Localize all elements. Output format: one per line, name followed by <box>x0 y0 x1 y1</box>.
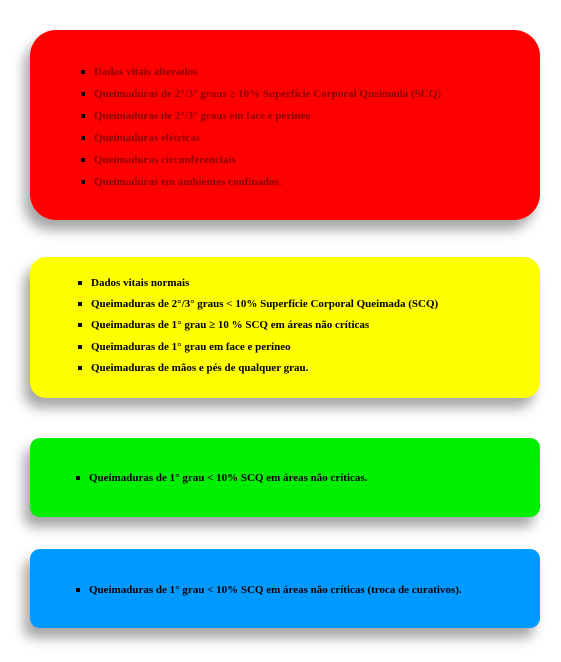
list-item: Dados vitais alterados <box>94 66 540 79</box>
red-priority-box <box>30 30 540 220</box>
list-item: Queimaduras de 2°/3° graus < 10% Superfície Corporal Queimada (SCQ) <box>91 298 540 311</box>
yellow-priority-box <box>30 257 540 398</box>
list-item: Queimaduras elétricas <box>94 132 540 145</box>
list-item: Dados vitais normais <box>91 277 540 290</box>
list-item: Queimaduras de 1° grau em face e períneo <box>91 341 540 354</box>
list-item: Queimaduras de 2°/3° graus ≥ 10% Superfície Corporal Queimada (SCQ) <box>94 88 540 101</box>
list-item: Queimaduras de mãos e pés de qualquer grau. <box>91 362 540 375</box>
green-priority-box <box>30 438 540 517</box>
yellow-criteria-list <box>91 277 540 375</box>
list-item: Queimaduras de 1° grau < 10% SCQ em áreas não críticas. <box>89 472 540 485</box>
list-item: Queimaduras de 1° grau ≥ 10 % SCQ em áreas não críticas <box>91 319 540 332</box>
red-criteria-list <box>94 66 540 189</box>
list-item: Queimaduras circunferenciais <box>94 154 540 167</box>
green-criteria-list <box>89 472 540 485</box>
blue-priority-box <box>30 549 540 628</box>
blue-criteria-list <box>89 584 540 597</box>
list-item: Queimaduras de 2°/3° graus em face e períneo <box>94 110 540 123</box>
list-item: Queimaduras em ambientes confinados. <box>94 176 540 189</box>
list-item: Queimaduras de 1° grau < 10% SCQ em áreas não críticas (troca de curativos). <box>89 584 540 597</box>
